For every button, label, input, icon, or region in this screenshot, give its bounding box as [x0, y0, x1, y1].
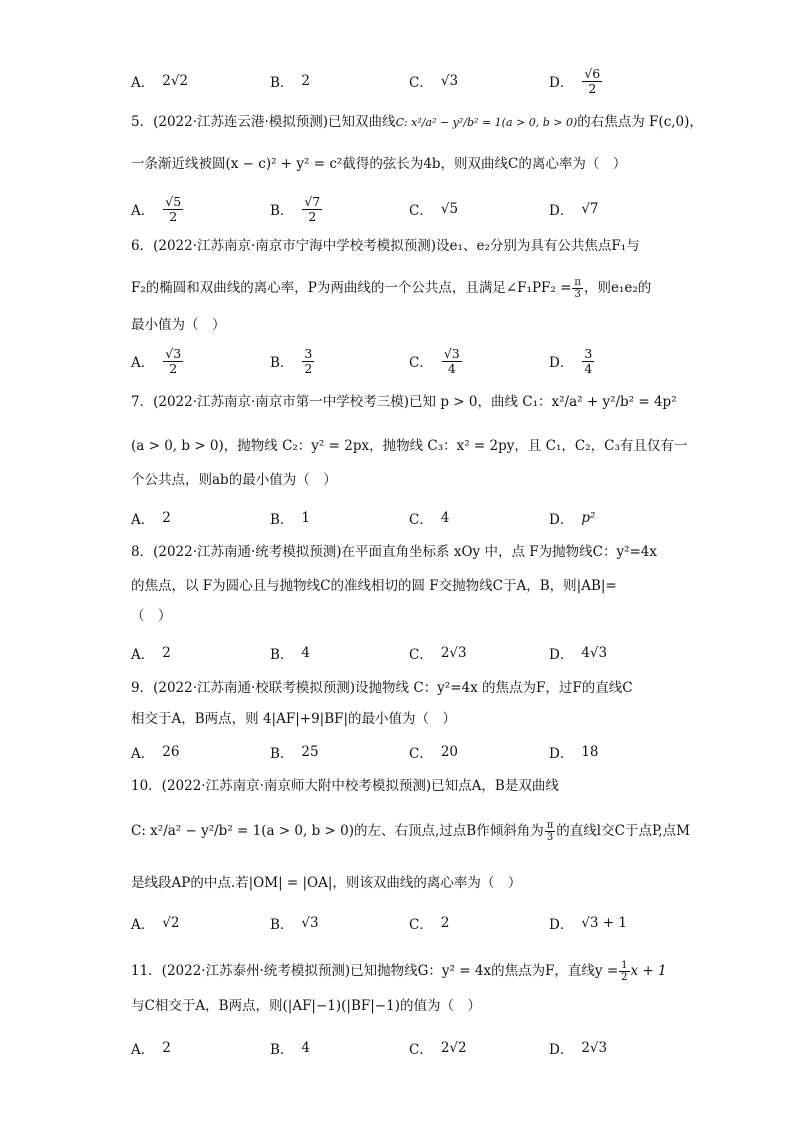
q9-line1: 9．(2022·江苏南通·校联考模拟预测)设抛物线 C：y²=4x 的焦点为F，过F的直线C: [131, 680, 633, 696]
q11-option-b[interactable]: B． 4: [270, 1040, 311, 1058]
q4-option-c[interactable]: C． √3: [409, 73, 459, 91]
q9-option-d[interactable]: D． 18: [549, 744, 599, 762]
q6-options: [131, 344, 731, 378]
q5-options: [131, 192, 731, 226]
q10-option-a[interactable]: A． √2: [131, 915, 180, 933]
q4-option-b[interactable]: B． 2: [270, 73, 311, 91]
q5-option-b[interactable]: B． $\frac{√7}{2}$: [270, 193, 321, 224]
q9-option-b[interactable]: B． 25: [270, 744, 319, 762]
q9-options: [131, 735, 731, 769]
q10-line2: C: x²/a² − y²/b² = 1(a > 0, b > 0)的左、右顶点,过点B作倾斜角为 $\frac{\pi}{3}$ 的直线l交C于点P,点M: [131, 820, 690, 843]
fraction: $\frac{√6}{2}$: [584, 65, 601, 96]
q9-option-a[interactable]: A． 26: [131, 744, 180, 762]
q4-option-a[interactable]: A． 2√2: [131, 73, 189, 91]
q6-line3: 最小值为（ ）: [131, 317, 226, 333]
q6-option-c[interactable]: C． $\frac{√3}{4}$: [409, 345, 460, 376]
q11-line2: 与C相交于A，B两点，则(|AF|−1)(|BF|−1)的值为（ ）: [131, 998, 481, 1014]
q5-option-a[interactable]: A． $\frac{√5}{2}$: [131, 193, 182, 224]
q11-options: [131, 1031, 731, 1065]
q5-line1: 5．(2022·江苏连云港·模拟预测)已知双曲线C: x²/a² − y²/b² = 1(a > 0, b > 0)的右焦点为 F(c,0)，: [131, 114, 703, 130]
q10-option-c[interactable]: C． 2: [409, 915, 450, 933]
q7-option-b[interactable]: B． 1: [270, 510, 311, 528]
fraction: $\frac{√5}{2}$: [165, 193, 182, 224]
q6-option-a[interactable]: A． $\frac{√3}{2}$: [131, 345, 182, 376]
q11-option-c[interactable]: C． 2√2: [409, 1040, 467, 1058]
q7-options: [131, 501, 731, 535]
q7-line2: (a > 0, b > 0)，抛物线 C₂：y² = 2px，抛物线 C₃：x² = 2py，且 C₁，C₂，C₃有且仅有一: [131, 438, 688, 454]
q5-option-d[interactable]: D． √7: [549, 201, 599, 219]
q10-option-b[interactable]: B． √3: [270, 915, 319, 933]
fraction: $\frac{3}{2}$: [304, 345, 313, 376]
q10-option-d[interactable]: D． √3 + 1: [549, 915, 628, 933]
q11-option-d[interactable]: D． 2√3: [549, 1040, 608, 1058]
q10-options: [131, 906, 731, 940]
q7-option-d[interactable]: D． p²: [549, 510, 596, 528]
fraction: $\frac{√7}{2}$: [304, 193, 321, 224]
q8-option-d[interactable]: D． 4√3: [549, 645, 608, 663]
q10-line3: 是线段AP的中点.若|OM| = |OA|，则该双曲线的离心率为（ ）: [131, 875, 522, 891]
q8-option-c[interactable]: C． 2√3: [409, 645, 467, 663]
q5-option-c[interactable]: C． √5: [409, 201, 459, 219]
q6-line2: F₂的椭圆和双曲线的离心率，P为两曲线的一个公共点，且满足∠F₁PF₂ = $\frac{\pi}{3}$ ，则e₁e₂的: [131, 277, 652, 300]
fraction: $\frac{\pi}{3}$: [546, 820, 554, 843]
q6-option-d[interactable]: D． $\frac{3}{4}$: [549, 345, 593, 376]
q6-line1: 6．(2022·江苏南京·南京市宁海中学校考模拟预测)设e₁、e₂分别为具有公共焦点F₁与: [131, 238, 640, 254]
q7-option-a[interactable]: A． 2: [131, 510, 171, 528]
q4-option-d[interactable]: D． $\frac{√6}{2}$: [549, 65, 601, 96]
fraction: $\frac{\pi}{3}$: [574, 277, 581, 300]
q7-line1: 7．(2022·江苏南京·南京市第一中学校考三模)已知 p > 0，曲线 C₁：x²/a² + y²/b² = 4p²: [131, 394, 677, 410]
q6-option-b[interactable]: B． $\frac{3}{2}$: [270, 345, 313, 376]
q8-line1: 8．(2022·江苏南通·统考模拟预测)在平面直角坐标系 xOy 中，点 F为抛物线C：y²=4x: [131, 544, 657, 560]
q7-line3: 个公共点，则ab的最小值为（ ）: [131, 472, 337, 488]
q4-options: [131, 64, 731, 98]
q7-option-c[interactable]: C． 4: [409, 510, 450, 528]
q5-line2: 一条渐近线被圆(x − c)² + y² = c²截得的弦长为4b，则双曲线C的离心率为（ ）: [131, 156, 627, 172]
q11-option-a[interactable]: A． 2: [131, 1040, 171, 1058]
q8-option-b[interactable]: B． 4: [270, 645, 311, 663]
q11-line1: 11．(2022·江苏泰州·统考模拟预测)已知抛物线G：y² = 4x的焦点为F，直线y = $\frac{1}{2}$ x + 1: [131, 960, 667, 983]
fraction: $\frac{√3}{2}$: [165, 345, 182, 376]
q9-option-c[interactable]: C． 20: [409, 744, 459, 762]
fraction: $\frac{3}{4}$: [584, 345, 593, 376]
fraction: $\frac{√3}{4}$: [443, 345, 460, 376]
q8-option-a[interactable]: A． 2: [131, 645, 171, 663]
q9-line2: 相交于A，B两点，则 4|AF|+9|BF|的最小值为（ ）: [131, 711, 457, 727]
q10-line1: 10．(2022·江苏南京·南京师大附中校考模拟预测)已知点A，B是双曲线: [131, 778, 559, 794]
q8-line3: （ ）: [131, 608, 172, 624]
fraction: $\frac{1}{2}$: [621, 960, 628, 983]
q8-options: [131, 636, 731, 670]
q8-line2: 的焦点，以 F为圆心且与抛物线C的准线相切的圆 F交抛物线C于A，B，则|AB|=: [131, 578, 617, 594]
